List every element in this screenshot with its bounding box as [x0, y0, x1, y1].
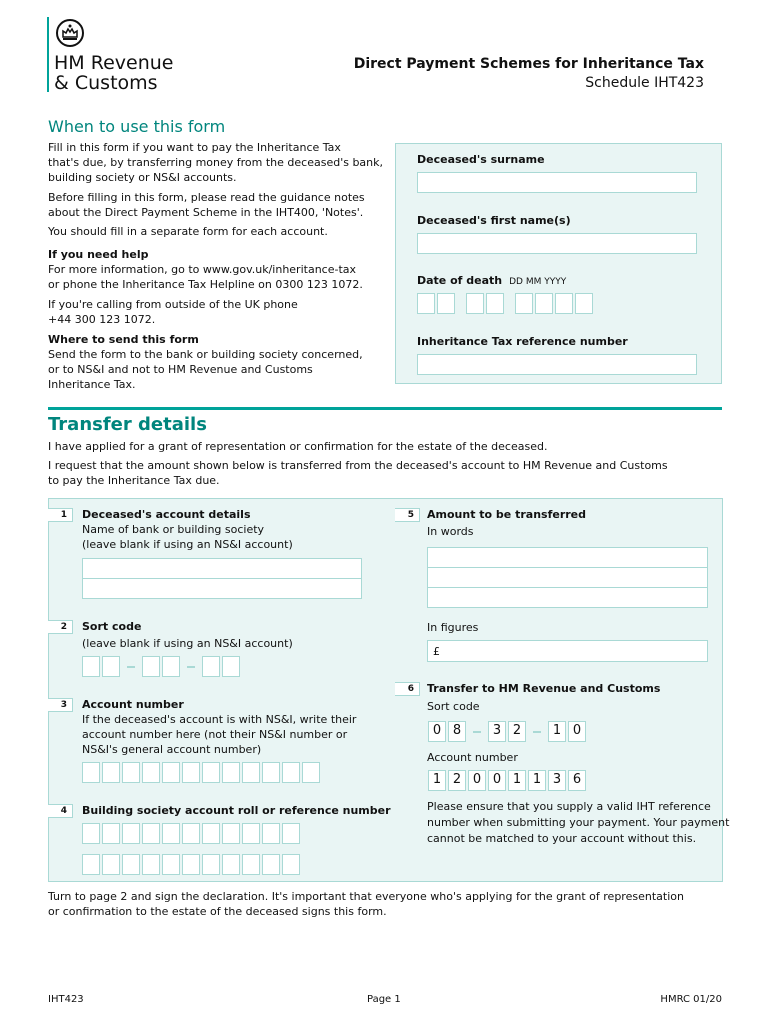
- question-number-5: 5: [395, 508, 420, 522]
- digit-box[interactable]: [575, 293, 593, 314]
- digit-box[interactable]: [242, 762, 260, 783]
- question-number-1: 1: [48, 508, 73, 522]
- text-line: I have applied for a grant of representation or confirmation for the estate of the deceased.: [48, 440, 548, 453]
- q3-label: Account number: [82, 698, 184, 711]
- text-line: to pay the Inheritance Tax due.: [48, 474, 220, 487]
- digit-box[interactable]: 1: [528, 770, 546, 791]
- digit-box[interactable]: 6: [568, 770, 586, 791]
- digit-box[interactable]: 8: [448, 721, 466, 742]
- separator-dash: [127, 666, 135, 668]
- digit-box[interactable]: 0: [468, 770, 486, 791]
- digit-box[interactable]: [102, 656, 120, 677]
- digit-box[interactable]: [182, 823, 200, 844]
- digit-box[interactable]: [282, 854, 300, 875]
- digit-box[interactable]: [162, 854, 180, 875]
- text-line: Inheritance Tax.: [48, 378, 136, 391]
- digit-box[interactable]: [102, 762, 120, 783]
- logo: [47, 17, 49, 92]
- text-line: Turn to page 2 and sign the declaration. It's important that everyone who's applying for the grant of representation: [48, 890, 684, 903]
- text-line: Fill in this form if you want to pay the Inheritance Tax: [48, 141, 341, 154]
- section-heading-when: When to use this form: [48, 117, 226, 136]
- text-line: +44 300 123 1072.: [48, 313, 156, 326]
- digit-box[interactable]: 2: [448, 770, 466, 791]
- amount-words-input-3[interactable]: [427, 587, 708, 608]
- currency-symbol: £: [433, 645, 440, 658]
- bank-name-input-2[interactable]: [82, 578, 362, 599]
- text-line: Before filling in this form, please read the guidance notes: [48, 191, 365, 204]
- digit-box[interactable]: [262, 854, 280, 875]
- dod-hint: DD MM YYYY: [509, 277, 567, 287]
- question-number-4: 4: [48, 804, 73, 818]
- digit-box[interactable]: [182, 762, 200, 783]
- separator-dash: [533, 731, 541, 733]
- digit-box[interactable]: 1: [548, 721, 566, 742]
- digit-box[interactable]: [555, 293, 573, 314]
- digit-box[interactable]: [282, 823, 300, 844]
- digit-box[interactable]: [82, 762, 100, 783]
- text-line: (leave blank if using an NS&I account): [82, 637, 293, 650]
- text-line: Please ensure that you supply a valid IHT reference: [427, 800, 711, 813]
- digit-box[interactable]: [162, 656, 180, 677]
- digit-box[interactable]: 3: [488, 721, 506, 742]
- digit-box[interactable]: [417, 293, 435, 314]
- digit-box[interactable]: [102, 854, 120, 875]
- figures-label: In figures: [427, 621, 479, 634]
- digit-box[interactable]: [262, 762, 280, 783]
- surname-label: Deceased's surname: [417, 153, 545, 166]
- words-label: In words: [427, 525, 474, 538]
- dod-label: [417, 273, 566, 290]
- digit-box[interactable]: [182, 854, 200, 875]
- form-title: Direct Payment Schemes for Inheritance Tax: [353, 56, 704, 72]
- iht-ref-label: Inheritance Tax reference number: [417, 335, 628, 348]
- digit-box[interactable]: [142, 854, 160, 875]
- digit-box[interactable]: [535, 293, 553, 314]
- digit-box[interactable]: [162, 762, 180, 783]
- text-line: or to NS&I and not to HM Revenue and Customs: [48, 363, 313, 376]
- text-line: about the Direct Payment Scheme in the IHT400, 'Notes'.: [48, 206, 364, 219]
- q3-text: [82, 697, 356, 757]
- footer-form-code: IHT423: [48, 994, 84, 1005]
- digit-box[interactable]: [486, 293, 504, 314]
- digit-box[interactable]: [466, 293, 484, 314]
- bank-name-input-1[interactable]: [82, 558, 362, 579]
- surname-input[interactable]: [417, 172, 697, 193]
- amount-figures-input[interactable]: [427, 640, 708, 662]
- text-line: If you're calling from outside of the UK phone: [48, 298, 298, 311]
- q5-text: [427, 507, 586, 539]
- send-heading: Where to send this form: [48, 333, 199, 346]
- iht-ref-note: [427, 799, 729, 847]
- declaration-note: [48, 889, 684, 919]
- digit-box[interactable]: [515, 293, 533, 314]
- digit-box[interactable]: [202, 854, 220, 875]
- text-line: building society or NS&I accounts.: [48, 171, 237, 184]
- digit-box[interactable]: 3: [548, 770, 566, 791]
- section-divider: [48, 407, 722, 410]
- digit-box[interactable]: 1: [428, 770, 446, 791]
- dod-label-text: Date of death: [417, 274, 503, 287]
- q4-label: Building society account roll or reference number: [82, 804, 391, 817]
- digit-box[interactable]: [437, 293, 455, 314]
- digit-box[interactable]: [102, 823, 120, 844]
- when-text: [48, 140, 383, 392]
- q2-text: [82, 619, 293, 651]
- digit-box[interactable]: [162, 823, 180, 844]
- text-line: If the deceased's account is with NS&I, write their: [82, 713, 357, 726]
- digit-box[interactable]: [222, 762, 240, 783]
- q1-text: [82, 507, 293, 552]
- hmrc-account-label: Account number: [427, 751, 518, 764]
- digit-box[interactable]: [302, 762, 320, 783]
- crown-crest-icon: [55, 18, 85, 48]
- digit-box[interactable]: [122, 823, 140, 844]
- separator-dash: [187, 666, 195, 668]
- digit-box[interactable]: [222, 656, 240, 677]
- text-line: account number here (not their NS&I number or: [82, 728, 348, 741]
- first-name-input[interactable]: [417, 233, 697, 254]
- digit-box[interactable]: [282, 762, 300, 783]
- transfer-intro: [48, 439, 668, 488]
- digit-box[interactable]: 2: [508, 721, 526, 742]
- text-line: that's due, by transferring money from the deceased's bank,: [48, 156, 384, 169]
- help-heading: If you need help: [48, 248, 149, 261]
- section-heading-transfer: Transfer details: [48, 414, 207, 435]
- amount-words-input-2[interactable]: [427, 567, 708, 588]
- digit-box[interactable]: [82, 854, 100, 875]
- footer-version: HMRC 01/20: [660, 994, 722, 1005]
- digit-box[interactable]: [242, 854, 260, 875]
- q6-text: [427, 681, 660, 714]
- digit-box[interactable]: [262, 823, 280, 844]
- digit-box[interactable]: 1: [508, 770, 526, 791]
- digit-box[interactable]: 0: [428, 721, 446, 742]
- digit-box[interactable]: [142, 823, 160, 844]
- footer-page-number: Page 1: [367, 994, 401, 1005]
- amount-words-input-1[interactable]: [427, 547, 708, 568]
- text-line: (leave blank if using an NS&I account): [82, 538, 293, 551]
- digit-box[interactable]: [202, 656, 220, 677]
- question-number-2: 2: [48, 620, 73, 634]
- text-line: or confirmation to the estate of the deceased signs this form.: [48, 905, 387, 918]
- digit-box[interactable]: [202, 823, 220, 844]
- text-line: or phone the Inheritance Tax Helpline on 0300 123 1072.: [48, 278, 363, 291]
- digit-box[interactable]: [122, 762, 140, 783]
- digit-box[interactable]: [202, 762, 220, 783]
- text-line: number when submitting your payment. Your payment: [427, 816, 730, 829]
- digit-box[interactable]: 0: [568, 721, 586, 742]
- digit-box[interactable]: [122, 854, 140, 875]
- iht-ref-input[interactable]: [417, 354, 697, 375]
- text-line: NS&I's general account number): [82, 743, 262, 756]
- q5-label: Amount to be transferred: [427, 508, 587, 521]
- text-line: Send the form to the bank or building society concerned,: [48, 348, 363, 361]
- text-line: I request that the amount shown below is transferred from the deceased's account to HM Revenue and Customs: [48, 459, 668, 472]
- question-number-3: 3: [48, 698, 73, 712]
- sort-label: Sort code: [427, 700, 480, 713]
- digit-box[interactable]: [222, 854, 240, 875]
- q2-label: Sort code: [82, 620, 142, 633]
- digit-box[interactable]: [142, 762, 160, 783]
- q1-label: Deceased's account details: [82, 508, 251, 521]
- text-line: You should fill in a separate form for each account.: [48, 225, 328, 238]
- digit-box[interactable]: [82, 823, 100, 844]
- digit-box[interactable]: [242, 823, 260, 844]
- text-line: cannot be matched to your account without this.: [427, 832, 697, 845]
- first-name-label: Deceased's first name(s): [417, 214, 571, 227]
- digit-box[interactable]: [222, 823, 240, 844]
- text-line: Name of bank or building society: [82, 523, 265, 536]
- digit-box[interactable]: [142, 656, 160, 677]
- form-subtitle: Schedule IHT423: [585, 75, 704, 91]
- question-number-6: 6: [395, 682, 420, 696]
- logo-line2: & Customs: [54, 72, 158, 94]
- text-line: For more information, go to www.gov.uk/inheritance-tax: [48, 263, 357, 276]
- logo-line1: HM Revenue: [54, 52, 174, 74]
- separator-dash: [473, 731, 481, 733]
- digit-box[interactable]: [82, 656, 100, 677]
- q6-label: Transfer to HM Revenue and Customs: [427, 682, 661, 695]
- digit-box[interactable]: 0: [488, 770, 506, 791]
